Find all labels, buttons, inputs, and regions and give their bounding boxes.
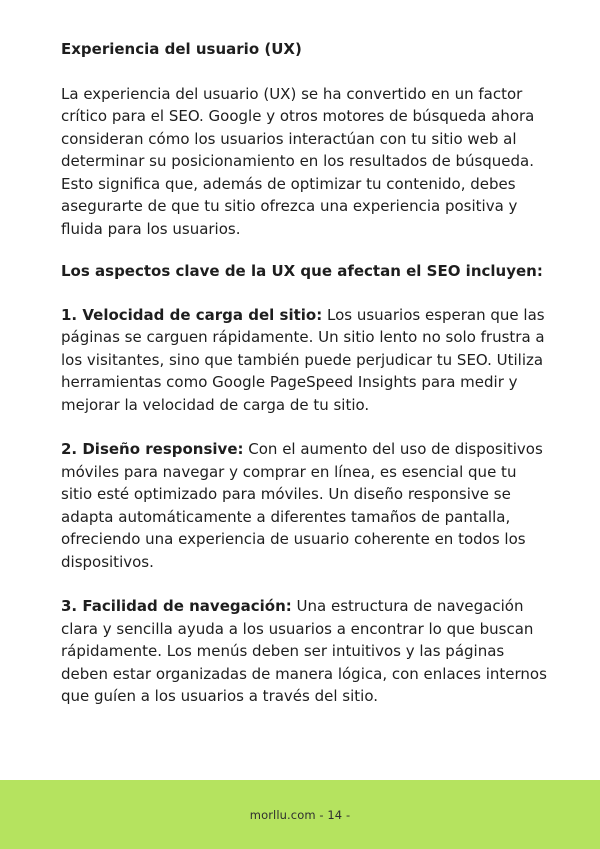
document-content bbox=[61, 38, 551, 708]
point-item bbox=[61, 304, 551, 417]
point-text: Con el aumento del uso de dispositivos móviles para navegar y comprar en línea, es esencial que tu sitio esté optimizado para móviles. Un diseño responsive se adapta automáticamente a diferentes tamaños de pantalla, ofreciendo una experiencia de usuario coherente en todos los dispositivos. bbox=[61, 440, 543, 571]
point-item bbox=[61, 595, 551, 708]
point-lead: 2. Diseño responsive: bbox=[61, 440, 244, 458]
footer-text: morllu.com - 14 - bbox=[249, 807, 351, 822]
point-lead: 1. Velocidad de carga del sitio: bbox=[61, 305, 323, 324]
point-text: Una estructura de navegación clara y sencilla ayuda a los usuarios a encontrar lo que buscan rápidamente. Los menús deben ser intuitivos y las páginas deben estar organizadas de manera lógica, con enlaces internos que guíen a los usuarios a través del sitio. bbox=[61, 597, 547, 705]
point-lead: 3. Facilidad de navegación: bbox=[61, 597, 292, 615]
point-text: Los usuarios esperan que las páginas se carguen rápidamente. Un sitio lento no solo frustra a los visitantes, sino que también puede perjudicar tu SEO. Utiliza herramientas como Google PageSpeed Insights para medir y mejorar la velocidad de carga de tu sitio. bbox=[61, 305, 545, 414]
intro-paragraph: La experiencia del usuario (UX) se ha convertido en un factor crítico para el SEO. Google y otros motores de búsqueda ahora consideran cómo los usuarios interactúan con tu sitio web al determinar su posicionamiento en los resultados de búsqueda. Esto significa que, además de optimizar tu contenido, debes asegurarte de que tu sitio ofrezca una experiencia positiva y fluida para los usuarios. bbox=[61, 84, 535, 238]
subheading: Los aspectos clave de la UX que afectan el SEO incluyen: bbox=[61, 262, 543, 280]
section-title: Experiencia del usuario (UX) bbox=[61, 40, 302, 58]
point-item bbox=[61, 438, 551, 573]
page-footer bbox=[0, 780, 600, 849]
